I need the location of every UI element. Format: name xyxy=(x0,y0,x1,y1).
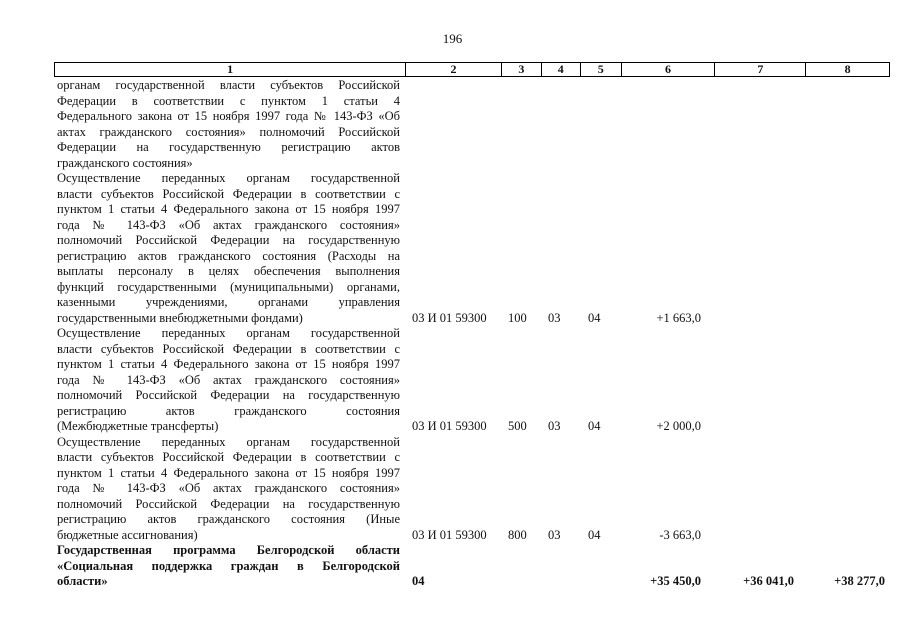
page-number: 196 xyxy=(442,31,463,46)
description-line: регистрацию актов гражданского состояния xyxy=(57,403,400,418)
description-line: Федерального закона от 15 ноября 1997 года № 143-ФЗ «Об xyxy=(57,109,400,123)
header-col-1: 1 xyxy=(55,63,406,76)
description-line: Осуществление переданных органам государственной xyxy=(57,326,400,340)
description-line: Государственная программа Белгородской области xyxy=(57,543,400,557)
description-line: государственными внебюджетными фондами) xyxy=(57,310,303,325)
table-row xyxy=(0,171,905,326)
row-subsection: 04 xyxy=(588,310,601,325)
description-line: «Социальная поддержка граждан в Белгородской xyxy=(57,558,400,573)
description-line: власти субъектов Российской Федерации в соответствии с xyxy=(57,341,400,356)
description-line: года № 143-ФЗ «Об актах гражданского состояния» xyxy=(57,481,400,495)
row-amount-year-1: +1 663,0 xyxy=(656,310,701,325)
description-line: власти субъектов Российской Федерации в соответствии с xyxy=(57,450,400,464)
row-description xyxy=(57,435,400,544)
header-col-2: 2 xyxy=(406,63,502,76)
row-expense-type: 500 xyxy=(508,419,527,433)
row-description xyxy=(57,543,400,590)
table-row xyxy=(0,435,905,544)
row-amount-year-1: +35 450,0 xyxy=(650,574,701,588)
description-line: полномочий Российской Федерации на государственную xyxy=(57,496,400,511)
description-line: бюджетные ассигнования) xyxy=(57,527,198,542)
description-line: полномочий Российской Федерации на государственную xyxy=(57,233,400,247)
header-col-4: 4 xyxy=(542,63,581,76)
row-expense-type: 100 xyxy=(508,310,527,325)
table-row xyxy=(0,326,905,435)
header-col-3: 3 xyxy=(502,63,542,76)
description-line: Федерации на государственную регистрацию актов xyxy=(57,140,400,154)
description-line: казенными учреждениями, органами управления xyxy=(57,295,400,309)
row-amount-year-1: -3 663,0 xyxy=(659,527,701,542)
table-row xyxy=(0,543,905,590)
description-line: области» xyxy=(57,574,108,588)
row-code: 03 И 01 59300 xyxy=(412,310,487,325)
row-code: 03 И 01 59300 xyxy=(412,419,487,433)
row-subsection: 04 xyxy=(588,527,601,542)
description-line: регистрацию актов гражданского состояния (Иные xyxy=(57,512,400,526)
description-line: пунктом 1 статьи 4 Федерального закона от 15 ноября 1997 xyxy=(57,202,400,216)
row-section: 03 xyxy=(548,310,561,325)
row-subsection: 04 xyxy=(588,419,601,433)
description-line: Федерации в соответствии с пунктом 1 статьи 4 xyxy=(57,93,400,108)
row-expense-type: 800 xyxy=(508,527,527,542)
description-line: пунктом 1 статьи 4 Федерального закона от 15 ноября 1997 xyxy=(57,465,400,480)
header-col-8: 8 xyxy=(844,62,851,76)
description-line: функций государственными (муниципальными) органами, xyxy=(57,279,400,294)
row-amount-year-1: +2 000,0 xyxy=(656,419,701,433)
row-amount-year-3: +38 277,0 xyxy=(834,574,885,588)
description-line: года № 143-ФЗ «Об актах гражданского состояния» xyxy=(57,372,400,387)
description-line: Осуществление переданных органам государственной xyxy=(57,434,400,449)
row-code: 04 xyxy=(412,574,425,588)
header-col-7: 7 xyxy=(715,63,806,76)
description-line: Осуществление переданных органам государственной xyxy=(57,171,400,185)
row-description xyxy=(57,171,400,326)
description-line: власти субъектов Российской Федерации в соответствии с xyxy=(57,186,400,201)
row-code: 03 И 01 59300 xyxy=(412,527,487,542)
row-section: 03 xyxy=(548,527,561,542)
row-section: 03 xyxy=(548,419,561,433)
table-body xyxy=(0,78,905,590)
row-description xyxy=(57,326,400,435)
description-line: пунктом 1 статьи 4 Федерального закона от 15 ноября 1997 xyxy=(57,357,400,371)
description-line: актах гражданского состояния» полномочий Российской xyxy=(57,124,400,139)
table-header xyxy=(54,62,890,77)
row-description xyxy=(57,78,400,171)
row-amount-year-2: +36 041,0 xyxy=(743,574,794,588)
description-line: полномочий Российской Федерации на государственную xyxy=(57,388,400,402)
description-line: органам государственной власти субъектов Российской xyxy=(57,78,400,92)
description-line: гражданского состояния» xyxy=(57,155,193,170)
header-col-6: 6 xyxy=(622,63,716,76)
description-line: регистрацию актов гражданского состояния (Расходы на xyxy=(57,248,400,263)
table-row xyxy=(0,78,905,171)
description-line: выплаты персоналу в целях обеспечения выполнения xyxy=(57,264,400,278)
description-line: (Межбюджетные трансферты) xyxy=(57,419,219,433)
header-col-5: 5 xyxy=(581,63,622,76)
description-line: года № 143-ФЗ «Об актах гражданского состояния» xyxy=(57,217,400,232)
